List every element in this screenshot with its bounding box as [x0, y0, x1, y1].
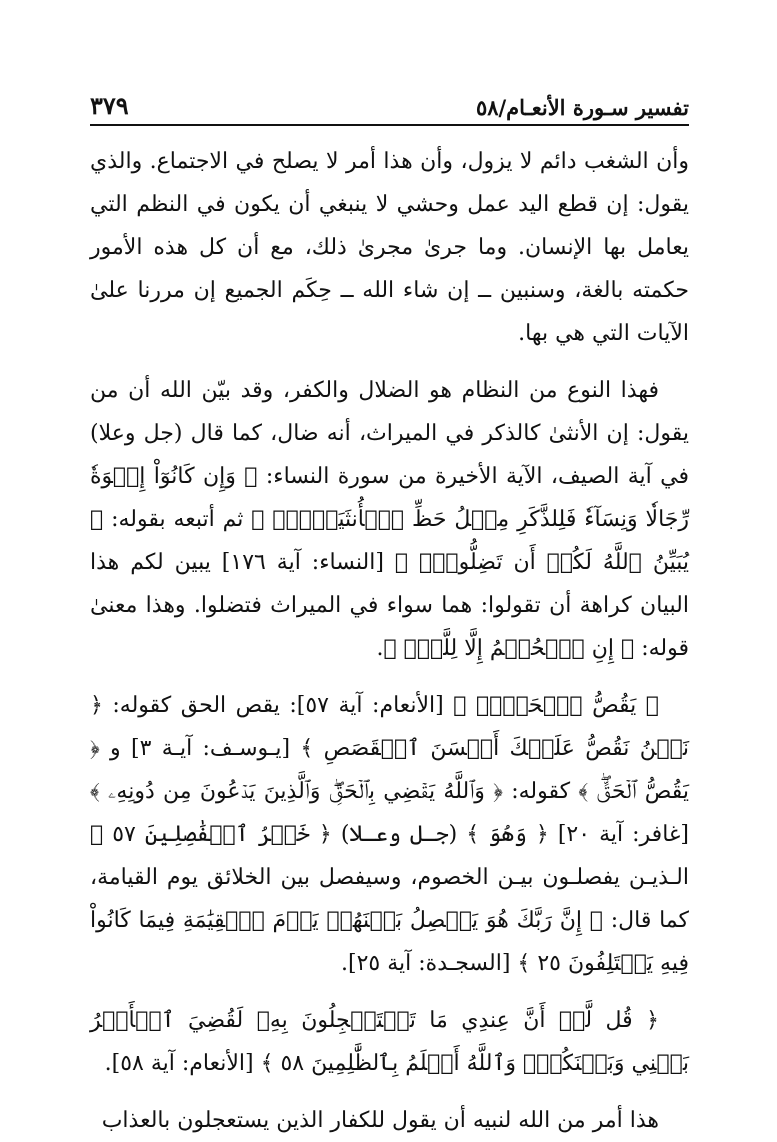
paragraph-4: ﴿ قُل لَّوۡ أَنَّ عِندِي مَا تَسۡتَعۡجِلُونَ بِهِۦ لَقُضِيَ ٱلۡأَمۡرُ بَيۡنِي وَبَيۡنَكُمۡۗ وَٱللَّهُ أَعۡلَمُ بِٱلظَّٰلِمِينَ ٥٨ ﴾ [الأنعام: آية ٥٨]. [90, 1008, 689, 1076]
paragraph-2: فهذا النوع من النظام هو الضلال والكفر، وقد بيّن الله أن من يقول: إن الأنثىٰ كالذكر في الميراث، أنه ضال، كما قال (جل وعلا) في آية الصيف، الآية الأخيرة من سورة النساء: ﴿ وَإِن كَانُوٓاْ إِخۡوَةٗ رِّجَالٗا وَنِسَآءٗ فَلِلذَّكَرِ مِثۡلُ حَظِّ ٱلۡأُنثَيَيۡنِۗ ﴾ ثم أتبعه بقوله: ﴿ يُبَيِّنُ ٱللَّهُ لَكُمۡ أَن تَضِلُّواْۗ ﴾ [النساء: آية ١٧٦] يبين لكم هذا البيان كراهة أن تقولوا: هما سواء في الميراث فتضلوا. وهذا معنىٰ قوله: ﴿ إِنِ ٱلۡحُكۡمُ إِلَّا لِلَّهِۖ ﴾. [90, 378, 689, 661]
paragraph-1: وأن الشغب دائم لا يزول، وأن هذا أمر لا يصلح في الاجتماع. والذي يقول: إن قطع اليد عمل وحشي لا ينبغي أن يكون في النظم التي يعامل بها الإنسان. وما جرىٰ مجرىٰ ذلك، مع أن كل هذه الأمور حكمته بالغة، وسنبين ــ إن شاء الله ــ حِكَم الجميع إن مررنا علىٰ الآيات التي هي بها. [90, 149, 689, 346]
running-title: تفسير سـورة الأنعـام/٥٨ [475, 95, 689, 120]
page-body [90, 140, 689, 1142]
page-header [90, 86, 689, 126]
paragraph-3: ﴿ يَقُصُّ ٱلۡحَقَّۖ ﴾ [الأنعام: آية ٥٧]: يقص الحق كقوله: ﴿ نَحۡنُ نَقُصُّ عَلَيۡكَ أَحۡسَنَ ٱلۡقَصَصِ ﴾ [يـوسـف: آيـة ٣] و ﴿ يَقُصُّ ٱلۡحَقَّۖ ﴾ كقوله: ﴿ وَٱللَّهُ يَقۡضِي بِٱلۡحَقِّۖ وَٱلَّذِينَ يَدۡعُونَ مِن دُونِهِۦ ﴾ [غافر: آية ٢٠] ﴿ وَهُوَ ﴾ (جـل وعـلا) ﴿ خَيۡرُ ٱلۡفَٰصِلِينَ ٥٧ ﴾ الـذيـن يفصلـون بيـن الخصوم، وسيفصل بين الخلائق يوم القيامة، كما قال: ﴿ إِنَّ رَبَّكَ هُوَ يَفۡصِلُ بَيۡنَهُمۡ يَوۡمَ ٱلۡقِيَٰمَةِ فِيمَا كَانُواْ فِيهِ يَخۡتَلِفُونَ ٢٥ ﴾ [السجـدة: آية ٢٥]. [90, 693, 689, 976]
paragraph-5: هذا أمر من الله لنبيه أن يقول للكفار الذين يستعجلون بالعذاب [101, 1108, 659, 1133]
page-number: ٣٧٩ [90, 91, 129, 120]
